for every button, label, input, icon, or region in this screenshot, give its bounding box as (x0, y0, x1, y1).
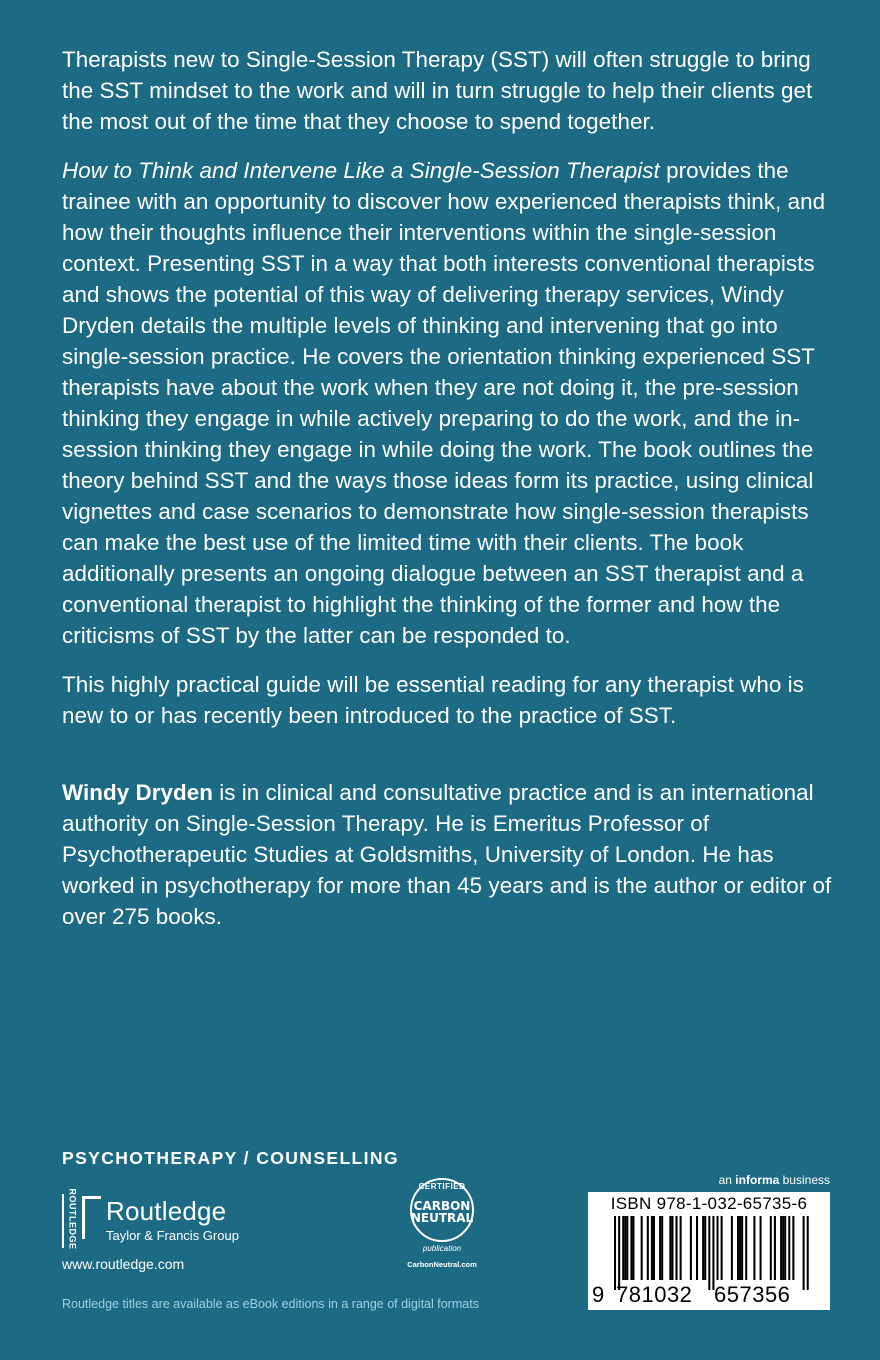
barcode-bar (717, 1216, 719, 1280)
carbon-site-label: CarbonNeutral.com (407, 1260, 477, 1269)
publisher-url: www.routledge.com (62, 1256, 185, 1272)
blurb-paragraph-intro: Therapists new to Single-Session Therapy (SST) will often struggle to bring the SST mindset to the work and will in turn struggle to help their clients get the most out of the time that they choose to spend together. (62, 47, 813, 134)
carbon-line-1: CARBON (413, 1199, 471, 1213)
barcode-bar (704, 1216, 706, 1280)
barcode-bar (770, 1216, 772, 1280)
informa-brand: informa (735, 1173, 780, 1187)
carbon-neutral-badge (398, 1176, 498, 1276)
back-cover-blurb (62, 44, 842, 950)
barcode-bar (651, 1216, 653, 1280)
routledge-vertical-text: ROUTLEDGE (67, 1188, 78, 1250)
barcode-bar (626, 1216, 628, 1280)
blurb-paragraph-main (62, 155, 842, 651)
barcode-bar (632, 1216, 634, 1280)
barcode-digits-right: 657356 (714, 1282, 791, 1307)
barcode-bar (784, 1216, 786, 1280)
isbn-text: ISBN 978-1-032-65735-6 (610, 1194, 808, 1213)
routledge-r-icon (82, 1196, 101, 1239)
barcode-bar (630, 1216, 632, 1280)
barcode-bar (680, 1216, 682, 1280)
barcode-bar (653, 1216, 655, 1280)
barcode-guard-bar (614, 1216, 616, 1290)
isbn-barcode (588, 1192, 830, 1310)
carbon-publication-label: publication (422, 1244, 462, 1253)
barcode-bar (721, 1216, 723, 1280)
barcode-bar (788, 1216, 790, 1280)
routledge-logo (62, 1188, 292, 1252)
carbon-line-2: NEUTRAL (410, 1211, 474, 1225)
barcode-bar (647, 1216, 649, 1280)
barcode-bar (641, 1216, 643, 1280)
barcode-bar (731, 1216, 733, 1280)
barcode-bar (774, 1216, 776, 1280)
barcode-digits-left: 781032 (616, 1282, 693, 1307)
barcode-bar (676, 1216, 678, 1280)
barcode-bar (760, 1216, 762, 1280)
blurb-paragraph-conclusion: This highly practical guide will be essential reading for any therapist who is new to or has recently been introduced to the practice of SST. (62, 672, 804, 728)
barcode-bar (780, 1216, 782, 1280)
barcode-guard-bar (712, 1216, 714, 1290)
ebook-note: Routledge titles are available as eBook editions in a range of digital formats (62, 1297, 479, 1311)
informa-prefix: an (718, 1173, 736, 1187)
barcode-bar (745, 1216, 747, 1280)
carbon-certified-label: CERTIFIED (418, 1182, 466, 1191)
subject-category: PSYCHOTHERAPY / COUNSELLING (62, 1148, 399, 1168)
barcode-bar (741, 1216, 743, 1280)
barcode-bar (659, 1216, 661, 1280)
routledge-vertical-mark (62, 1188, 78, 1250)
barcode-bar (753, 1216, 755, 1280)
barcode-bar (661, 1216, 663, 1280)
informa-business-label (719, 1173, 830, 1187)
barcode-bar (702, 1216, 704, 1280)
barcode-bar (690, 1216, 692, 1280)
barcode-bar (739, 1216, 741, 1280)
barcode-guard-bar (807, 1216, 809, 1290)
barcode-bars (602, 1216, 816, 1290)
publisher-name: Routledge (106, 1196, 227, 1226)
carbon-neutral-label (402, 1200, 482, 1224)
barcode-bar (737, 1216, 739, 1280)
author-bio (62, 777, 842, 932)
barcode-guard-bar (708, 1216, 710, 1290)
publisher-group: Taylor & Francis Group (106, 1228, 239, 1243)
barcode-digit-first: 9 (592, 1282, 605, 1307)
barcode-guard-bar (618, 1216, 620, 1290)
barcode-bar (782, 1216, 784, 1280)
barcode-bar (669, 1216, 671, 1280)
barcode-guard-bar (803, 1216, 805, 1290)
barcode-bar (624, 1216, 626, 1280)
barcode-bar (622, 1216, 624, 1280)
barcode-bar (792, 1216, 794, 1280)
book-title: How to Think and Intervene Like a Single-Session Therapist (62, 158, 660, 183)
blurb-paragraph-main-text: provides the trainee with an opportunity to discover how experienced therapists think, and how their thoughts influence their interventions within the single-session context. Presenting SST in a way that both interests conventional therapists and shows the potential of this way of delivering therapy services, Windy Dryden details the multiple levels of thinking and intervening that go into single-session practice. He covers the orientation thinking experienced SST therapists have about the work when they are not doing it, the pre-session thinking they engage in while actively preparing to do the work, and the in-session thinking they engage in while doing the work. The book outlines the theory behind SST and the ways those ideas form its practice, using clinical vignettes and case scenarios to demonstrate how single-session therapists can make the best use of the limited time with their clients. The book additionally presents an ongoing dialogue between an SST therapist and a conventional therapist to highlight the thinking of the former and how the criticisms of SST by the latter can be responded to. (62, 158, 826, 648)
author-name: Windy Dryden (62, 780, 213, 805)
author-bio-text: is in clinical and consultative practice and is an international authority on Single-Session Therapy. He is Emeritus Professor of Psychotherapeutic Studies at Goldsmiths, University of London. He has worked in psychotherapy for more than 45 years and is the author or editor of over 275 books. (62, 780, 832, 929)
barcode-bar (696, 1216, 698, 1280)
barcode-bar (671, 1216, 673, 1280)
informa-suffix: business (779, 1173, 830, 1187)
